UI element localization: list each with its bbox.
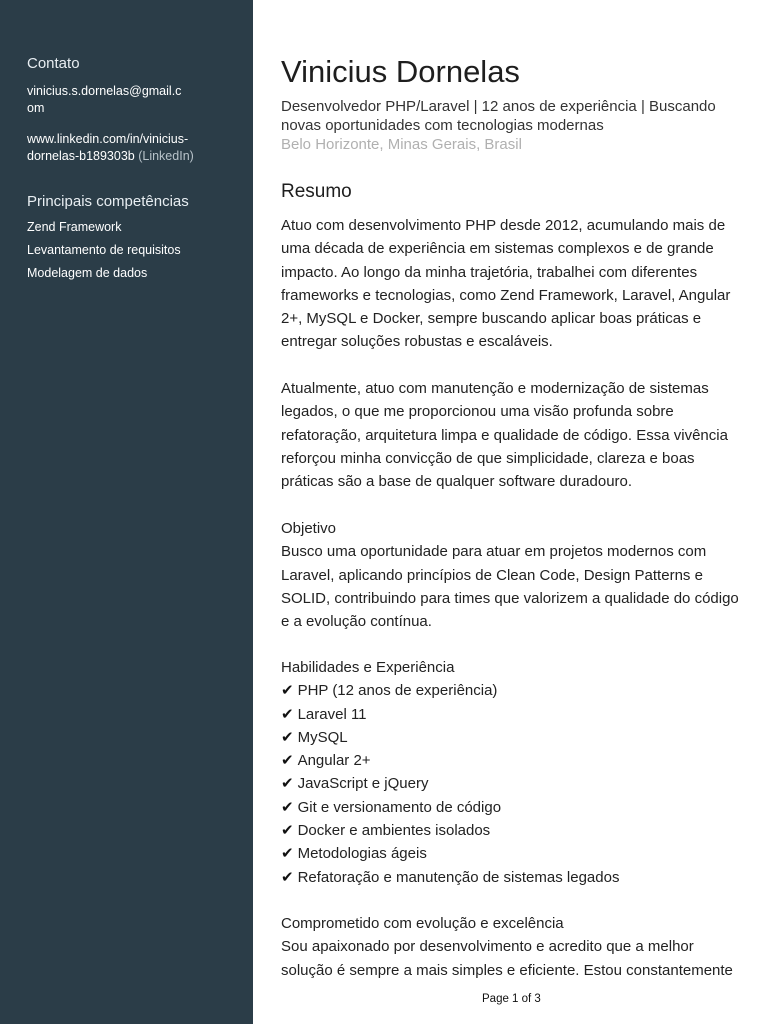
skill-item xyxy=(281,819,743,842)
skills-section-heading: Habilidades e Experiência xyxy=(281,659,455,676)
skill-label: Git e versionamento de código xyxy=(297,798,502,816)
linkedin-line-2: dornelas-b189303b xyxy=(27,149,135,163)
location: Belo Horizonte, Minas Gerais, Brasil xyxy=(281,136,522,153)
skill-item xyxy=(281,772,743,795)
check-icon: ✔ xyxy=(281,752,294,770)
text-line: entregar soluções robustas e escaláveis. xyxy=(281,333,553,351)
skill-label: Laravel 11 xyxy=(297,705,367,723)
skill-item xyxy=(281,703,743,726)
linkedin-link[interactable] xyxy=(27,131,227,165)
text-line: práticas são a base de qualquer software duradouro. xyxy=(281,473,633,491)
check-icon: ✔ xyxy=(281,845,294,863)
contact-heading: Contato xyxy=(27,55,80,72)
text-line: uma década de experiência em sistemas complexos e de grande xyxy=(281,240,714,258)
page-number: Page 1 of 3 xyxy=(482,993,541,1005)
skill-item xyxy=(281,842,743,865)
text-line: Atualmente, atuo com manutenção e modernização de sistemas xyxy=(281,380,709,397)
email-line-2: om xyxy=(27,101,45,115)
skill-item xyxy=(281,866,743,889)
skills-heading: Principais competências xyxy=(27,193,189,210)
text-line: reforçou minha convicção de que simplicidade, clareza e boas xyxy=(281,449,695,467)
skill-label: Refatoração e manutenção de sistemas legados xyxy=(297,868,620,886)
skill-item xyxy=(281,749,743,772)
check-icon: ✔ xyxy=(281,705,294,723)
text-line: frameworks e tecnologias, como Zend Framework, Laravel, Angular xyxy=(281,286,731,304)
skill-item xyxy=(281,726,743,749)
text-line: e a evolução contínua. xyxy=(281,613,432,631)
linkedin-suffix: (LinkedIn) xyxy=(138,149,194,163)
text-line: legados, o que me proporcionou uma visão profunda sobre xyxy=(281,403,674,421)
text-line: Laravel, aplicando princípios de Clean Code, Design Patterns e xyxy=(281,566,703,584)
text-line: solução é sempre a mais simples e eficiente. Estou constantemente xyxy=(281,961,733,979)
text-line: SOLID, contribuindo para times que valorizem a qualidade do código xyxy=(281,589,739,607)
text-line: Sou apaixonado por desenvolvimento e acredito que a melhor xyxy=(281,938,694,956)
email-line-1: vinicius.s.dornelas@gmail.c xyxy=(27,84,182,98)
commitment-heading: Comprometido com evolução e excelência xyxy=(281,915,564,932)
text-line: 2+, MySQL e Docker, sempre buscando aplicar boas práticas e xyxy=(281,310,702,328)
check-icon: ✔ xyxy=(281,868,294,886)
skill-item xyxy=(281,796,743,819)
skill-label: PHP (12 anos de experiência) xyxy=(297,682,498,700)
headline: Desenvolvedor PHP/Laravel | 12 anos de experiência | Buscando novas oportunidades com tecnologias modernas xyxy=(281,98,716,134)
skill-label: Angular 2+ xyxy=(297,752,371,770)
check-icon: ✔ xyxy=(281,682,294,700)
check-icon: ✔ xyxy=(281,798,294,816)
skill-label: Docker e ambientes isolados xyxy=(297,822,491,840)
commitment-section xyxy=(281,912,743,982)
skill-label: JavaScript e jQuery xyxy=(297,775,429,793)
skills-section xyxy=(281,656,743,889)
text-line: impacto. Ao longo da minha trajetória, trabalhei com diferentes xyxy=(281,263,698,281)
summary-heading: Resumo xyxy=(281,181,352,202)
sidebar-skill: Modelagem de dados xyxy=(27,266,148,280)
email-link[interactable] xyxy=(27,83,227,117)
text-line: Busco uma oportunidade para atuar em projetos modernos com xyxy=(281,543,707,561)
skill-label: MySQL xyxy=(297,728,348,746)
text-line: refatoração, arquitetura limpa e qualidade de código. Essa vivência xyxy=(281,426,728,444)
check-icon: ✔ xyxy=(281,775,294,793)
skill-item xyxy=(281,679,743,702)
summary-paragraph-2 xyxy=(281,377,743,493)
sidebar-skill: Levantamento de requisitos xyxy=(27,243,181,257)
linkedin-line-1: www.linkedin.com/in/vinicius- xyxy=(27,132,189,146)
check-icon: ✔ xyxy=(281,728,294,746)
text-line: Atuo com desenvolvimento PHP desde 2012, acumulando mais de xyxy=(281,217,726,234)
check-icon: ✔ xyxy=(281,822,294,840)
objective-heading: Objetivo xyxy=(281,520,337,537)
objective-section xyxy=(281,517,743,633)
sidebar-skill: Zend Framework xyxy=(27,220,122,234)
sidebar xyxy=(0,0,253,1024)
summary-paragraph-1 xyxy=(281,214,743,354)
page-title: Vinicius Dornelas xyxy=(281,54,520,89)
skill-label: Metodologias ágeis xyxy=(297,845,427,863)
